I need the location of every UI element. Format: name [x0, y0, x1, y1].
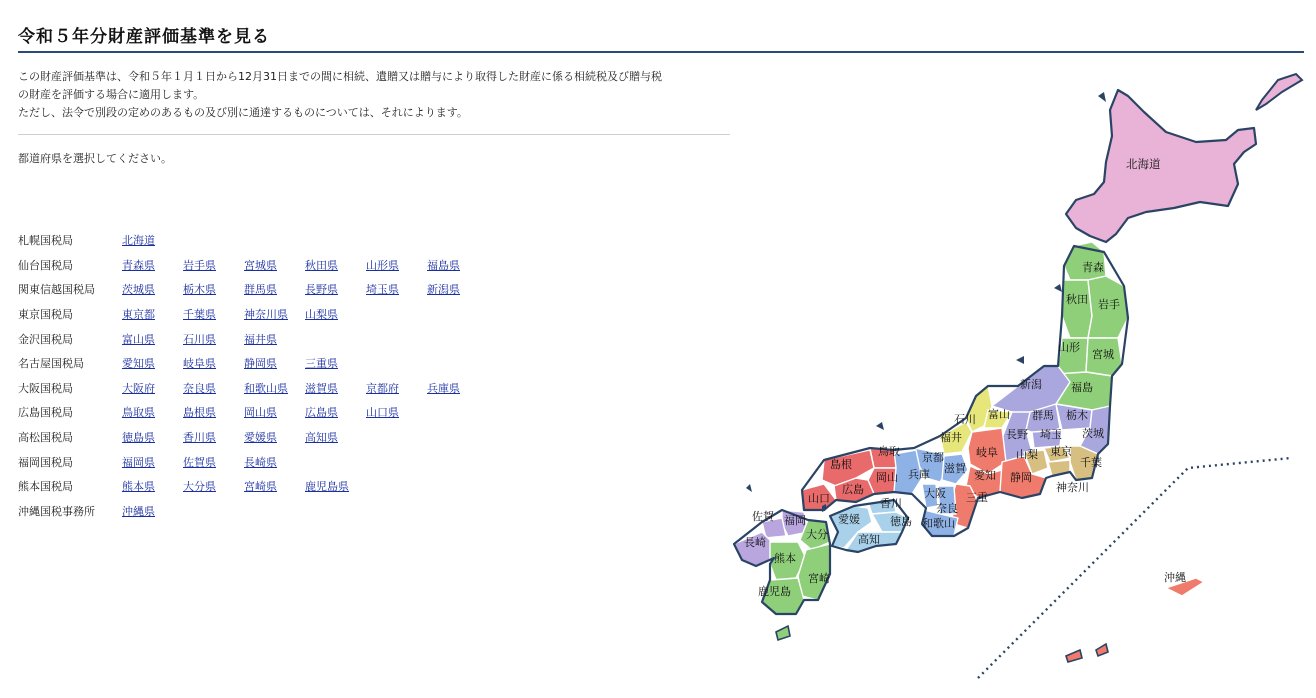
tax-office-row: [18, 474, 488, 499]
tax-office-name: 東京国税局: [18, 308, 73, 322]
map-label-iwate[interactable]: 岩手: [1098, 298, 1120, 311]
prefecture-cell: [366, 277, 427, 302]
map-label-gifu[interactable]: 岐阜: [976, 446, 998, 459]
map-label-kochi[interactable]: 高知: [858, 533, 880, 546]
prefecture-link[interactable]: 東京都: [122, 308, 155, 322]
prefecture-link[interactable]: 埼玉県: [366, 283, 399, 297]
tax-office-name: 名古屋国税局: [18, 357, 84, 371]
prefecture-cell: [305, 376, 366, 401]
map-label-kanagawa[interactable]: 神奈川: [1056, 481, 1089, 494]
map-label-hyogo[interactable]: 兵庫: [908, 468, 930, 481]
prefecture-link[interactable]: 大分県: [183, 480, 216, 494]
prefecture-link[interactable]: 栃木県: [183, 283, 216, 297]
prefecture-link[interactable]: 和歌山県: [244, 381, 288, 395]
tax-office-name: 高松国税局: [18, 431, 73, 445]
tax-office-name: 仙台国税局: [18, 258, 73, 272]
map-label-chiba[interactable]: 千葉: [1080, 456, 1102, 469]
intro-line: の財産を評価する場合に適用します。: [18, 88, 205, 101]
prefecture-link[interactable]: 奈良県: [183, 381, 216, 395]
prefecture-cell: [305, 400, 366, 425]
prefecture-cell: [183, 400, 244, 425]
map-label-ibaraki[interactable]: 茨城: [1082, 427, 1104, 440]
prefecture-link[interactable]: 三重県: [305, 357, 338, 371]
prefecture-link[interactable]: 愛媛県: [244, 431, 277, 445]
prefecture-link[interactable]: 愛知県: [122, 357, 155, 371]
map-label-miyazaki[interactable]: 宮崎: [808, 572, 830, 585]
prefecture-cell: [366, 400, 427, 425]
map-label-shimane[interactable]: 島根: [830, 458, 852, 471]
prefecture-cell: [183, 425, 244, 450]
prefecture-cell: [244, 400, 305, 425]
prefecture-cell: [305, 253, 366, 278]
prefecture-link[interactable]: 広島県: [305, 406, 338, 420]
tax-office-row: [18, 253, 488, 278]
island-icon: [1066, 650, 1082, 662]
prefecture-link[interactable]: 香川県: [183, 431, 216, 445]
page-title: 令和５年分財産評価基準を見る: [18, 22, 1304, 53]
island-icon: [876, 422, 884, 430]
prefecture-link[interactable]: 長野県: [305, 283, 338, 297]
tax-office-row: [18, 376, 488, 401]
map-label-miyagi[interactable]: 宮城: [1092, 348, 1114, 361]
prefecture-cell: [244, 425, 305, 450]
map-label-okinawa[interactable]: 沖縄: [1164, 571, 1186, 584]
map-label-shiga[interactable]: 滋賀: [944, 462, 966, 475]
prefecture-cell: [122, 326, 183, 351]
island-icon: [746, 484, 752, 492]
tax-office-name: 金沢国税局: [18, 332, 73, 346]
tax-office-row: [18, 449, 488, 474]
prefecture-cell: [427, 277, 488, 302]
tax-office-name: 熊本国税局: [18, 480, 73, 494]
prefecture-cell: [305, 277, 366, 302]
prefecture-link[interactable]: 岡山県: [244, 406, 277, 420]
prefecture-cell: [122, 400, 183, 425]
prefecture-link[interactable]: 福井県: [244, 332, 277, 346]
map-label-tochigi[interactable]: 栃木: [1066, 409, 1088, 422]
prefecture-link[interactable]: 高知県: [305, 431, 338, 445]
prefecture-cell: [244, 302, 305, 327]
prefecture-link[interactable]: 熊本県: [122, 480, 155, 494]
prefecture-link[interactable]: 青森県: [122, 258, 155, 272]
map-label-okayama[interactable]: 岡山: [876, 471, 898, 484]
tax-office-row: [18, 425, 488, 450]
prefecture-cell: [244, 376, 305, 401]
prefecture-cell: [244, 474, 305, 499]
map-label-saga[interactable]: 佐賀: [752, 510, 774, 523]
prefecture-cell: [305, 425, 366, 450]
prefecture-link[interactable]: 宮城県: [244, 258, 277, 272]
prefecture-link[interactable]: 福島県: [427, 258, 460, 272]
prefecture-cell: [122, 474, 183, 499]
tax-office-name: 福岡国税局: [18, 455, 73, 469]
prefecture-link[interactable]: 山口県: [366, 406, 399, 420]
prefecture-cell: [427, 376, 488, 401]
prefecture-cell: [122, 425, 183, 450]
prefecture-cell: [183, 277, 244, 302]
map-label-fukushima[interactable]: 福島: [1071, 381, 1093, 394]
map-label-mie[interactable]: 三重: [966, 491, 988, 504]
prefecture-link[interactable]: 徳島県: [122, 431, 155, 445]
prefecture-cell: [183, 449, 244, 474]
map-label-yamanashi[interactable]: 山梨: [1016, 448, 1038, 461]
prefecture-cell: [305, 474, 366, 499]
prefecture-cell: [244, 351, 305, 376]
prefecture-link[interactable]: 千葉県: [183, 308, 216, 322]
tax-office-row: [18, 499, 488, 524]
prefecture-link[interactable]: 神奈川県: [244, 308, 288, 322]
map-label-fukui[interactable]: 福井: [940, 431, 962, 444]
instruction-text: 都道府県を選択してください。: [18, 152, 172, 165]
map-label-kagoshima[interactable]: 鹿児島: [758, 585, 791, 598]
prefecture-cell: [244, 253, 305, 278]
prefecture-cell: [122, 228, 183, 253]
map-label-akita[interactable]: 秋田: [1066, 293, 1088, 306]
prefecture-cell: [122, 253, 183, 278]
prefecture-cell: [244, 326, 305, 351]
tax-office-row: [18, 277, 488, 302]
prefecture-link[interactable]: 群馬県: [244, 283, 277, 297]
prefecture-cell: [183, 351, 244, 376]
map-label-kagawa[interactable]: 香川: [880, 497, 902, 510]
prefecture-link[interactable]: 福岡県: [122, 455, 155, 469]
map-label-tottori[interactable]: 鳥取: [878, 445, 900, 458]
island-icon: [1016, 356, 1024, 364]
map-label-aomori[interactable]: 青森: [1082, 261, 1104, 274]
map-label-shizuoka[interactable]: 静岡: [1010, 471, 1032, 484]
prefecture-link[interactable]: 大阪府: [122, 381, 155, 395]
prefecture-link[interactable]: 新潟県: [427, 283, 460, 297]
prefecture-cell: [366, 376, 427, 401]
prefecture-link[interactable]: 鹿児島県: [305, 480, 349, 494]
prefecture-link[interactable]: 滋賀県: [305, 381, 338, 395]
prefecture-cell: [122, 302, 183, 327]
map-label-niigata[interactable]: 新潟: [1020, 378, 1042, 391]
prefecture-cell: [122, 499, 183, 524]
tax-office-row: [18, 228, 488, 253]
map-label-toyama[interactable]: 富山: [988, 408, 1010, 421]
prefecture-link[interactable]: 鳥取県: [122, 406, 155, 420]
map-label-ishikawa[interactable]: 石川: [954, 413, 976, 426]
prefecture-cell: [366, 253, 427, 278]
island-icon: [1096, 644, 1108, 656]
prefecture-cell: [183, 376, 244, 401]
prefecture-cell: [244, 277, 305, 302]
prefecture-link[interactable]: 山梨県: [305, 308, 338, 322]
prefecture-link[interactable]: 静岡県: [244, 357, 277, 371]
tax-office-rows: [18, 228, 488, 523]
map-label-yamagata[interactable]: 山形: [1058, 341, 1080, 354]
prefecture-link[interactable]: 富山県: [122, 332, 155, 346]
map-label-gunma[interactable]: 群馬: [1032, 409, 1054, 422]
map-label-hiroshima[interactable]: 広島: [842, 483, 864, 496]
prefecture-link[interactable]: 秋田県: [305, 258, 338, 272]
map-label-tokushima[interactable]: 徳島: [890, 515, 912, 528]
pref-akita[interactable]: [1062, 280, 1092, 338]
intro-line: ただし、法令で別段の定めのあるもの及び別に通達するものについては、それによります。: [18, 106, 468, 119]
tax-office-name: 広島国税局: [18, 406, 73, 420]
divider: [18, 134, 730, 135]
prefecture-link[interactable]: 山形県: [366, 258, 399, 272]
prefecture-link[interactable]: 沖縄県: [122, 504, 155, 518]
japan-map: [726, 66, 1316, 696]
island-icon: [1098, 92, 1106, 102]
map-label-ehime[interactable]: 愛媛: [838, 513, 860, 526]
prefecture-cell: [305, 302, 366, 327]
tax-office-row: [18, 326, 488, 351]
pref-hokkaido[interactable]: [1066, 90, 1256, 242]
pref-hokkaido-islands: [1256, 74, 1302, 110]
prefecture-link[interactable]: 岩手県: [183, 258, 216, 272]
prefecture-cell: [244, 449, 305, 474]
prefecture-link[interactable]: 宮崎県: [244, 480, 277, 494]
prefecture-cell: [427, 253, 488, 278]
map-label-kumamoto[interactable]: 熊本: [774, 552, 796, 565]
prefecture-cell: [122, 376, 183, 401]
map-label-hokkaido[interactable]: 北海道: [1126, 157, 1161, 171]
prefecture-link[interactable]: 兵庫県: [427, 381, 460, 395]
tax-office-table: [18, 228, 488, 523]
prefecture-cell: [183, 253, 244, 278]
pref-kanagawa[interactable]: [1048, 460, 1070, 476]
tax-office-name: 札幌国税局: [18, 234, 73, 248]
island-icon: [1054, 284, 1062, 292]
map-label-fukuoka[interactable]: 福岡: [784, 514, 806, 527]
prefecture-cell: [183, 326, 244, 351]
map-label-nagasaki[interactable]: 長崎: [744, 536, 766, 549]
prefecture-cell: [183, 302, 244, 327]
tax-office-name: 沖縄国税事務所: [18, 504, 95, 518]
map-label-nagano[interactable]: 長野: [1006, 428, 1028, 441]
prefecture-cell: [122, 449, 183, 474]
map-label-yamaguchi[interactable]: 山口: [808, 492, 830, 505]
map-label-tokyo[interactable]: 東京: [1050, 445, 1072, 458]
tax-office-row: [18, 302, 488, 327]
prefecture-link[interactable]: 岐阜県: [183, 357, 216, 371]
map-label-aichi[interactable]: 愛知: [974, 469, 996, 482]
map-label-kyoto[interactable]: 京都: [922, 451, 944, 464]
map-label-saitama[interactable]: 埼玉: [1040, 428, 1062, 441]
island-icon: [776, 626, 790, 640]
prefecture-link[interactable]: 茨城県: [122, 283, 155, 297]
prefecture-link[interactable]: 京都府: [366, 381, 399, 395]
tax-office-row: [18, 351, 488, 376]
map-label-osaka[interactable]: 大阪: [924, 487, 946, 500]
map-label-oita[interactable]: 大分: [806, 528, 828, 541]
prefecture-link[interactable]: 佐賀県: [183, 455, 216, 469]
prefecture-cell: [122, 277, 183, 302]
tax-office-name: 大阪国税局: [18, 381, 73, 395]
intro-line: この財産評価基準は、令和５年１月１日から12月31日までの間に相続、遺贈又は贈与により取得した財産に係る相続税及び贈与税: [18, 70, 662, 83]
map-label-wakayama[interactable]: 和歌山: [922, 517, 955, 530]
prefecture-cell: [183, 474, 244, 499]
map-label-nara[interactable]: 奈良: [936, 502, 958, 515]
prefecture-link[interactable]: 島根県: [183, 406, 216, 420]
prefecture-link[interactable]: 北海道: [122, 234, 155, 248]
prefecture-cell: [305, 351, 366, 376]
prefecture-link[interactable]: 長崎県: [244, 455, 277, 469]
intro-text: [18, 68, 730, 122]
tax-office-name: 関東信越国税局: [18, 283, 95, 297]
prefecture-cell: [122, 351, 183, 376]
tax-office-row: [18, 400, 488, 425]
prefecture-link[interactable]: 石川県: [183, 332, 216, 346]
